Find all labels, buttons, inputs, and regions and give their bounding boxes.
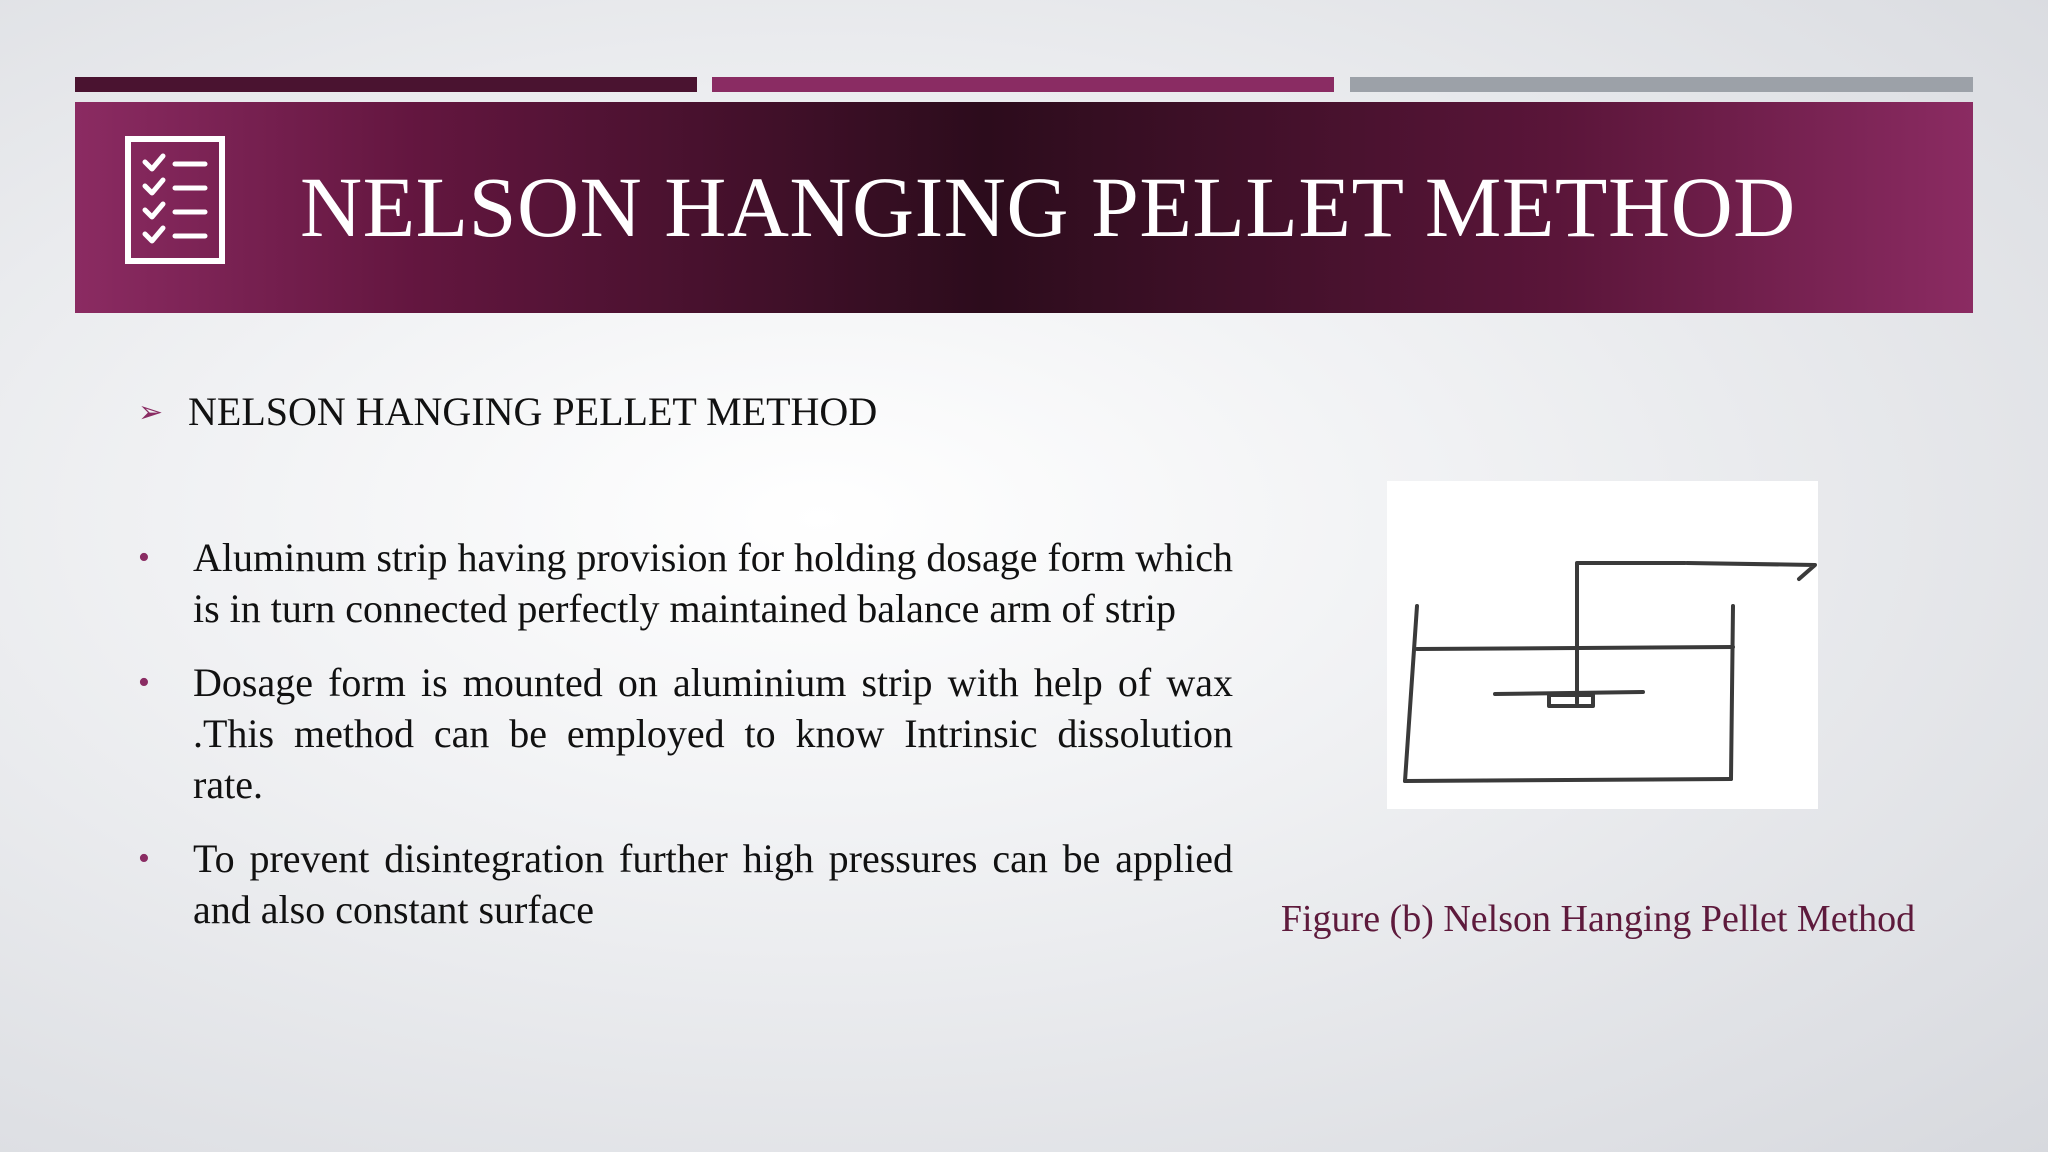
arrow-bullet-icon: ➢ [138,395,164,430]
bullet-item [138,657,1233,810]
accent-bar-magenta [712,77,1334,92]
accent-bar-dark [75,77,697,92]
hanging-rod [1577,563,1685,703]
bullet-dot-icon: • [138,840,150,877]
balance-arm [1687,563,1815,579]
bullet-text: Dosage form is mounted on aluminium strip with help of wax .This method can be employed to know Intrinsic dissolution rate. [193,660,1233,807]
bullet-list [138,532,1233,958]
bullet-item [138,532,1233,634]
bullet-text: To prevent disintegration further high pressures can be applied and also constant surface [193,836,1233,932]
figure-caption: Figure (b) Nelson Hanging Pellet Method [1280,898,1916,940]
bullet-item [138,833,1233,935]
bullet-text: Aluminum strip having provision for holding dosage form which is in turn connected perfectly maintained balance arm of strip [193,535,1233,631]
apparatus-diagram [1387,481,1818,809]
pellet [1549,695,1593,706]
accent-bar-grey [1350,77,1973,92]
bullet-dot-icon: • [138,664,150,701]
beaker-left-wall [1405,606,1417,781]
beaker-bottom [1405,779,1731,781]
bullet-dot-icon: • [138,539,150,576]
checklist-icon [125,136,225,264]
beaker-right-wall [1731,606,1733,779]
subheading [138,388,877,437]
apparatus-figure [1387,481,1818,809]
title-band [75,102,1973,313]
subheading-text: NELSON HANGING PELLET METHOD [188,389,878,434]
slide-title: NELSON HANGING PELLET METHOD [300,159,1796,255]
